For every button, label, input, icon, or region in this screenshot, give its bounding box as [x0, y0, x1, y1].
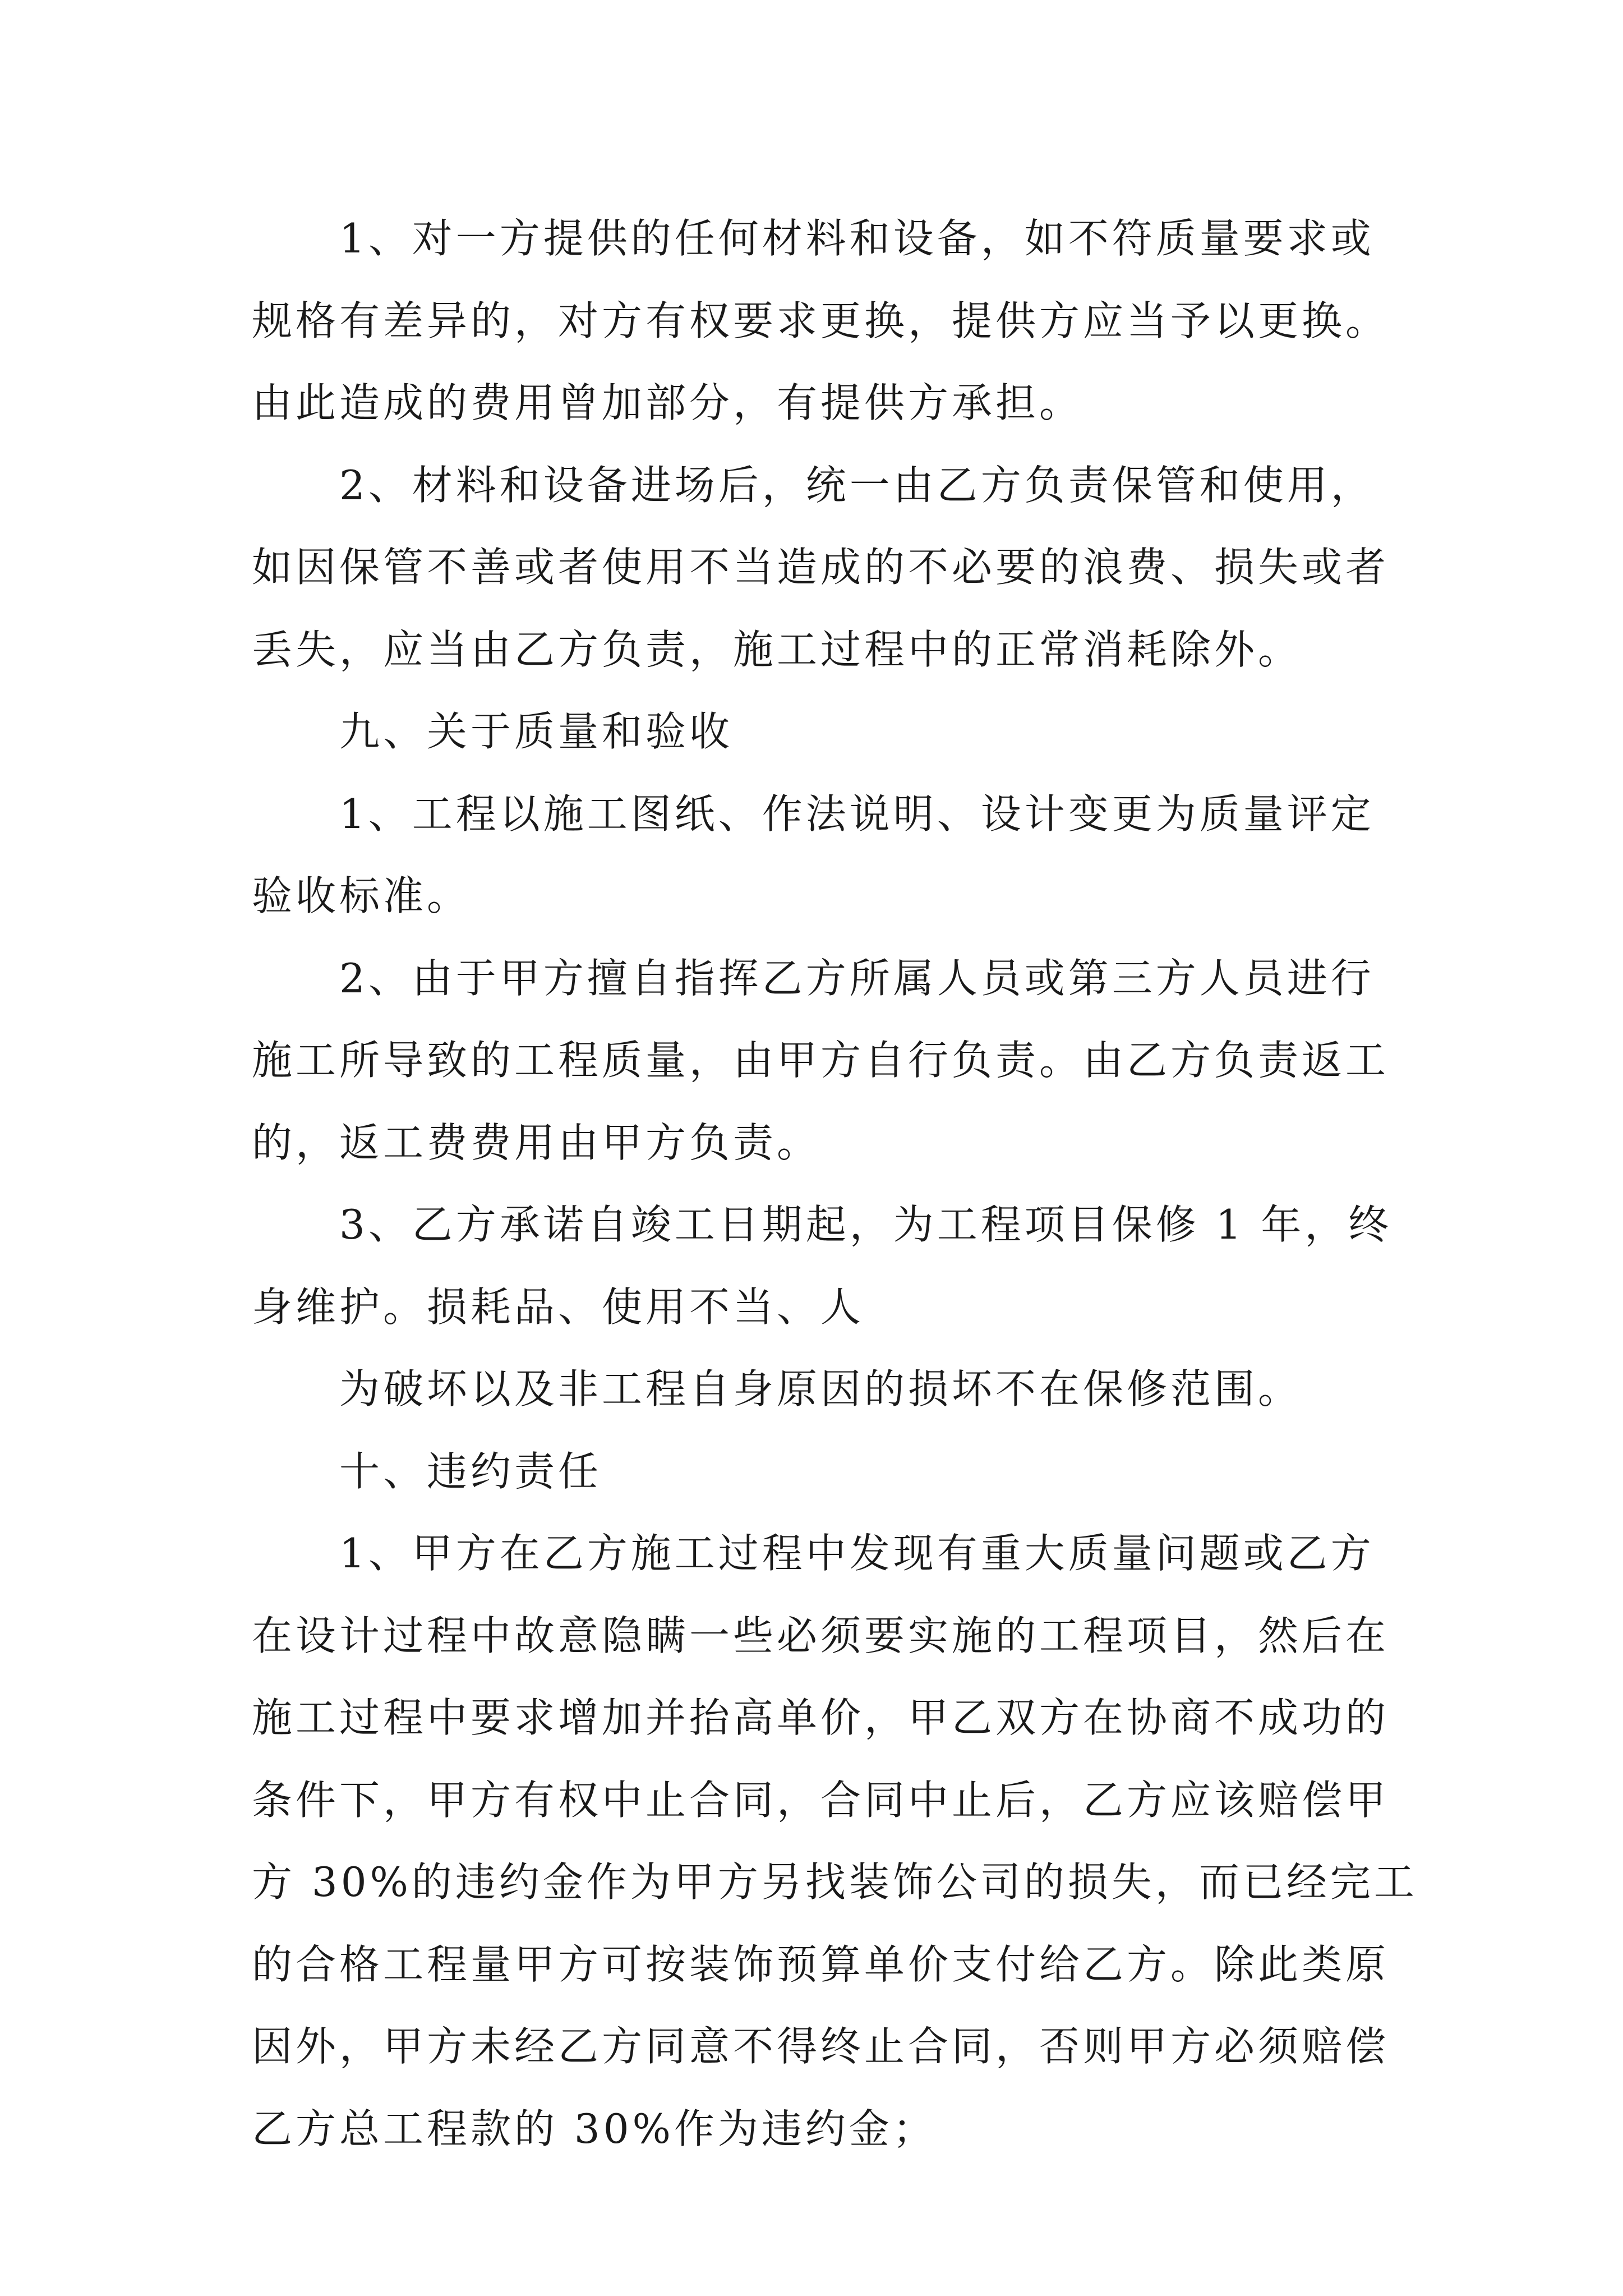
text-line: 因外，甲方未经乙方同意不得终止合同，否则甲方必须赔偿: [252, 2023, 1390, 2070]
text-line: 乙方总工程款的 30%作为违约金；: [252, 2105, 937, 2152]
text-line: 施工所导致的工程质量，由甲方自行负责。由乙方负责返工: [252, 1037, 1390, 1084]
text-line: 为破坏以及非工程自身原因的损坏不在保修范围。: [339, 1365, 1302, 1412]
text-line: 如因保管不善或者使用不当造成的不必要的浪费、损失或者: [252, 544, 1390, 591]
text-line: 的，返工费费用由甲方负责。: [252, 1119, 821, 1166]
text-line: 在设计过程中故意隐瞒一些必须要实施的工程项目，然后在: [252, 1612, 1390, 1659]
text-line: 方 30%的违约金作为甲方另找装饰公司的损失，而已经完工: [252, 1858, 1418, 1906]
section-heading: 九、关于质量和验收: [339, 708, 734, 755]
contract-text-body: [252, 197, 1418, 2170]
section-heading: 十、违约责任: [339, 1447, 602, 1495]
text-line: 施工过程中要求增加并抬高单价，甲乙双方在协商不成功的: [252, 1694, 1390, 1741]
text-line: 条件下，甲方有权中止合同，合同中止后，乙方应该赔偿甲: [252, 1776, 1390, 1824]
text-line: 由此造成的费用曾加部分，有提供方承担。: [252, 379, 1083, 426]
text-line: 丢失，应当由乙方负责，施工过程中的正常消耗除外。: [252, 625, 1302, 673]
text-line: 3、乙方承诺自竣工日期起，为工程项目保修 1 年，终: [339, 1201, 1393, 1248]
text-line: 验收标准。: [252, 872, 471, 919]
text-line: 1、工程以施工图纸、作法说明、设计变更为质量评定: [339, 790, 1375, 838]
text-line: 2、由于甲方擅自指挥乙方所属人员或第三方人员进行: [339, 954, 1375, 1002]
text-line: 的合格工程量甲方可按装饰预算单价支付给乙方。除此类原: [252, 1940, 1390, 1988]
text-line: 身维护。损耗品、使用不当、人: [252, 1283, 865, 1331]
text-line: 2、材料和设备进场后，统一由乙方负责保管和使用，: [339, 461, 1375, 509]
text-line: 1、对一方提供的任何材料和设备，如不符质量要求或: [339, 215, 1375, 262]
text-line: 1、甲方在乙方施工过程中发现有重大质量问题或乙方: [339, 1530, 1375, 1577]
text-line: 规格有差异的，对方有权要求更换，提供方应当予以更换。: [252, 297, 1390, 344]
